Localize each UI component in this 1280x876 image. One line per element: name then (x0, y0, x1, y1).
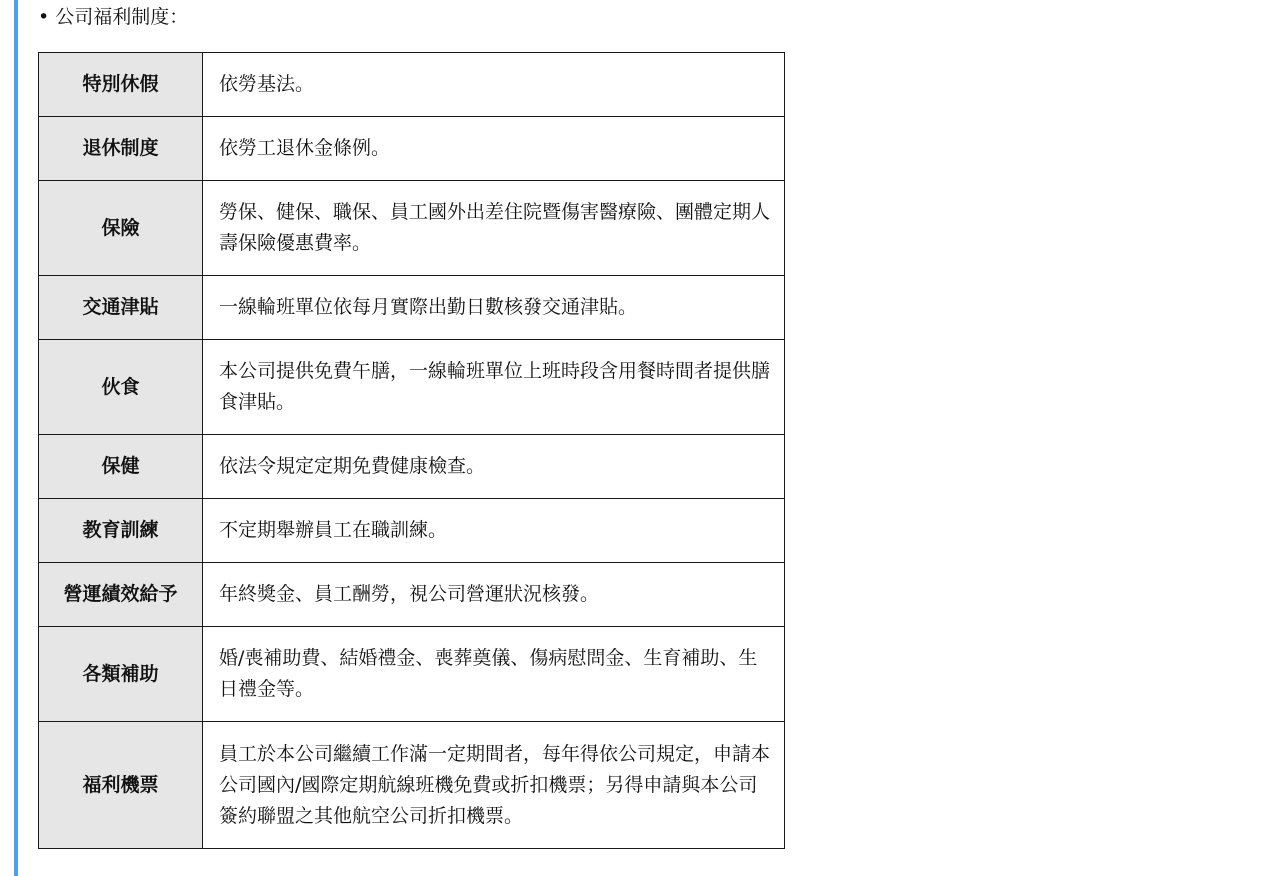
benefit-value: 不定期舉辦員工在職訓練。 (203, 499, 785, 563)
section-heading (38, 3, 188, 31)
benefit-label: 各類補助 (39, 627, 203, 722)
benefit-value: 依勞基法。 (203, 53, 785, 117)
benefit-label: 交通津貼 (39, 276, 203, 340)
table-row (39, 181, 785, 276)
table-row (39, 435, 785, 499)
benefit-value: 員工於本公司繼續工作滿一定期間者，每年得依公司規定，申請本公司國內/國際定期航線班機免費或折扣機票；另得申請與本公司簽約聯盟之其他航空公司折扣機票。 (203, 722, 785, 849)
table-row (39, 563, 785, 627)
benefit-value: 婚/喪補助費、結婚禮金、喪葬奠儀、傷病慰問金、生育補助、生日禮金等。 (203, 627, 785, 722)
benefit-value: 本公司提供免費午膳，一線輪班單位上班時段含用餐時間者提供膳食津貼。 (203, 340, 785, 435)
bullet-icon: • (38, 6, 50, 28)
quote-accent-bar (14, 0, 18, 876)
table-row (39, 276, 785, 340)
benefit-label: 教育訓練 (39, 499, 203, 563)
table-row (39, 722, 785, 849)
table-row (39, 499, 785, 563)
benefits-table (38, 52, 785, 849)
benefit-value: 依勞工退休金條例。 (203, 117, 785, 181)
benefit-label: 特別休假 (39, 53, 203, 117)
benefit-value: 一線輪班單位依每月實際出勤日數核發交通津貼。 (203, 276, 785, 340)
benefit-label: 營運績效給予 (39, 563, 203, 627)
benefit-label: 保險 (39, 181, 203, 276)
table-row (39, 117, 785, 181)
table-row (39, 53, 785, 117)
section-title: 公司福利制度： (55, 6, 189, 28)
benefit-label: 退休制度 (39, 117, 203, 181)
benefit-value: 勞保、健保、職保、員工國外出差住院暨傷害醫療險、團體定期人壽保險優惠費率。 (203, 181, 785, 276)
table-row (39, 340, 785, 435)
benefit-value: 年終獎金、員工酬勞，視公司營運狀況核發。 (203, 563, 785, 627)
benefit-label: 伙食 (39, 340, 203, 435)
table-row (39, 627, 785, 722)
benefit-label: 保健 (39, 435, 203, 499)
benefit-label: 福利機票 (39, 722, 203, 849)
benefit-value: 依法令規定定期免費健康檢查。 (203, 435, 785, 499)
